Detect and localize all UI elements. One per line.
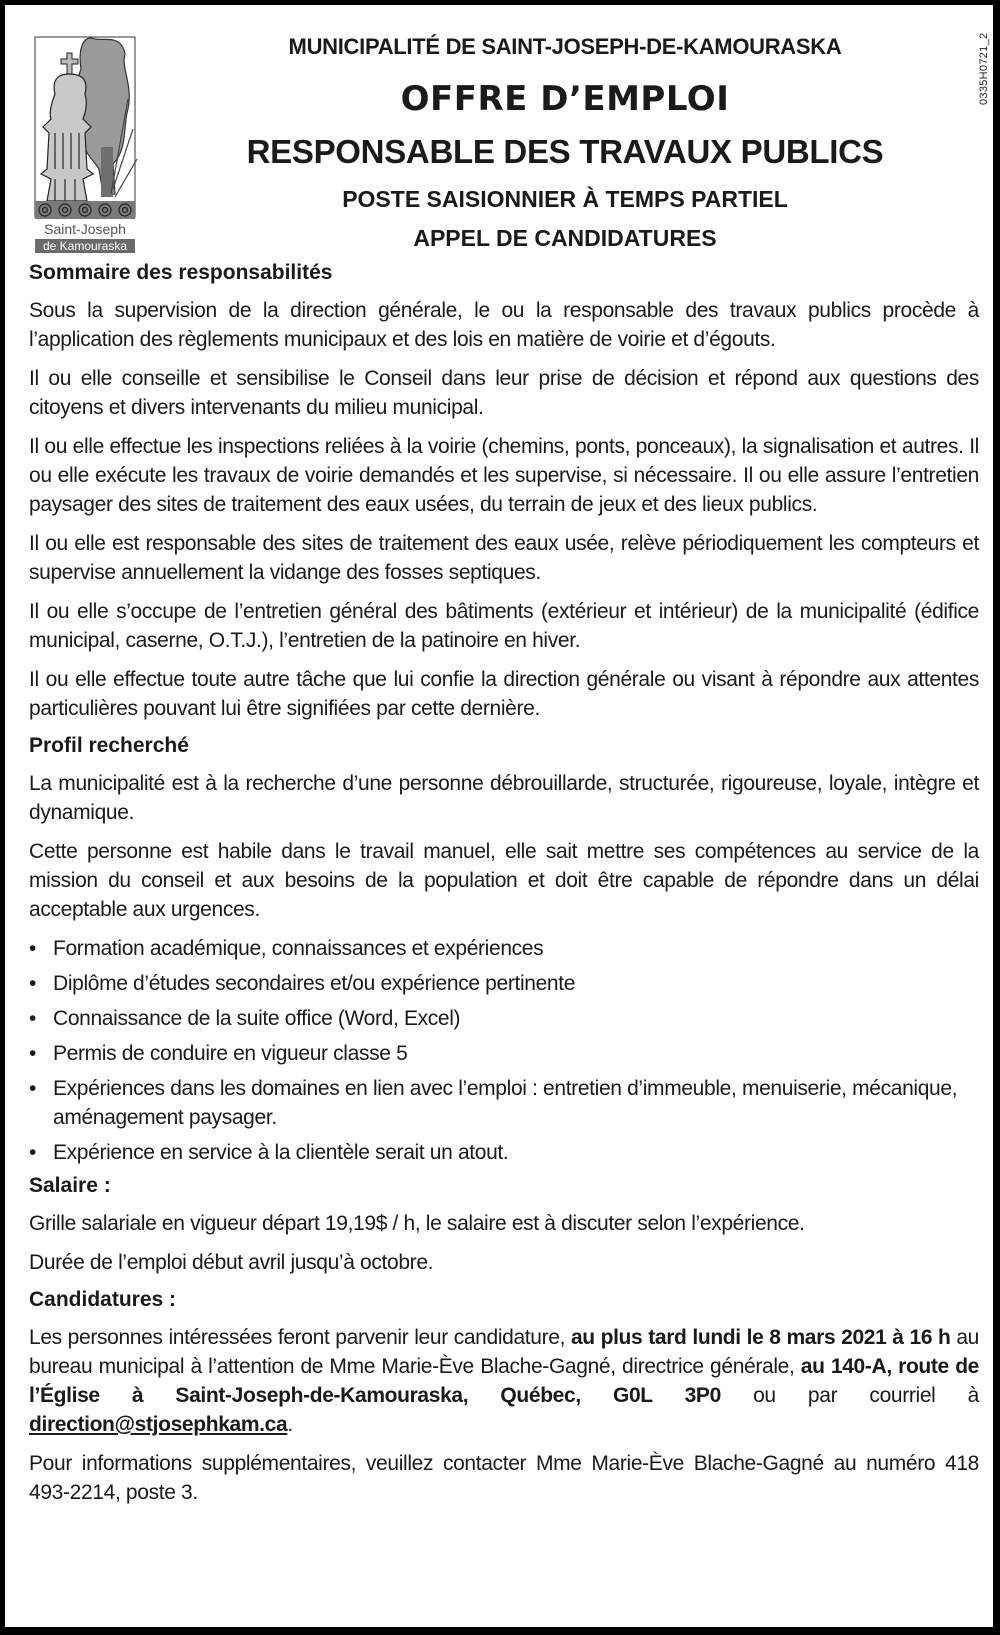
requirement-text: Expérience en service à la clientèle serait un atout. bbox=[53, 1141, 509, 1164]
logo-text-line2: de Kamouraska bbox=[42, 239, 128, 253]
applications-text: au bureau municipal à l’attention de Mme Marie-Ève Blache-Gagné, directrice générale, bbox=[29, 1326, 979, 1378]
requirements-list bbox=[29, 934, 979, 1167]
salary-text: Grille salariale en vigueur départ 19,19$ / h, le salaire est à discuter selon l’expérience. bbox=[29, 1212, 805, 1235]
requirement-item bbox=[29, 1004, 979, 1033]
applications-text: ou par courriel à bbox=[720, 1384, 979, 1407]
summary-paragraph: Il ou elle conseille et sensibilise le Conseil dans leur prise de décision et répond aux questions des citoyens et divers intervenants du milieu municipal. bbox=[29, 367, 979, 419]
requirement-text: Permis de conduire en vigueur classe 5 bbox=[53, 1042, 408, 1065]
summary-paragraph: Il ou elle est responsable des sites de traitement des eaux usée, relève périodiquement les compteurs et supervise annuellement la vidange des fosses septiques. bbox=[29, 532, 979, 584]
bullet-icon: • bbox=[29, 1007, 37, 1030]
summary-heading: Sommaire des responsabilités bbox=[29, 261, 333, 284]
profile-paragraph: Cette personne est habile dans le travail manuel, elle sait mettre ses compétences au service de la mission du conseil et aux besoins de la population et doit être capable de répondre dans un délai acceptable aux urgences. bbox=[29, 840, 979, 921]
requirement-text: Expériences dans les domaines en lien avec l’emploi : entretien d’immeuble, menuiserie, mécanique, aménagement paysager. bbox=[53, 1077, 958, 1129]
logo-text-line1: Saint-Joseph bbox=[44, 221, 126, 237]
bullet-icon: • bbox=[29, 1077, 37, 1100]
salary-heading: Salaire : bbox=[29, 1174, 111, 1197]
contact-paragraph: Pour informations supplémentaires, veuillez contacter Mme Marie-Ève Blache-Gagné au numéro 418 493-2214, poste 3. bbox=[29, 1452, 979, 1504]
duration-text: Durée de l’emploi début avril jusqu’à octobre. bbox=[29, 1251, 434, 1274]
requirement-item bbox=[29, 934, 979, 963]
requirement-text: Connaissance de la suite office (Word, Excel) bbox=[53, 1007, 461, 1030]
email-link[interactable]: direction@stjosephkam.ca bbox=[29, 1413, 288, 1436]
requirement-item bbox=[29, 1074, 979, 1132]
requirement-item bbox=[29, 969, 979, 998]
call-for-applications: APPEL DE CANDIDATURES bbox=[413, 225, 717, 251]
summary-paragraph: Sous la supervision de la direction générale, le ou la responsable des travaux publics procède à l’application des règlements municipaux et des lois en matière de voirie et d’égouts. bbox=[29, 299, 979, 351]
offer-title: OFFRE D’EMPLOI bbox=[400, 79, 730, 119]
applications-paragraph bbox=[29, 1323, 979, 1439]
applications-heading: Candidatures : bbox=[29, 1288, 177, 1311]
requirement-item bbox=[29, 1138, 979, 1167]
municipality-name: MUNICIPALITÉ DE SAINT-JOSEPH-DE-KAMOURASKA bbox=[288, 34, 842, 59]
position-title: RESPONSABLE DES TRAVAUX PUBLICS bbox=[246, 133, 884, 170]
job-posting-page bbox=[5, 5, 993, 1627]
posting-body bbox=[29, 260, 979, 1517]
ad-reference-code: 0335H0721_2 bbox=[978, 32, 990, 105]
summary-paragraph: Il ou elle effectue toute autre tâche que lui confie la direction générale ou visant à répondre aux attentes particulières pouvant lui être signifiées par cette dernière. bbox=[29, 668, 979, 720]
profile-heading: Profil recherché bbox=[29, 734, 189, 757]
requirement-item bbox=[29, 1039, 979, 1068]
applications-text: . bbox=[287, 1413, 293, 1436]
bullet-icon: • bbox=[29, 972, 37, 995]
deadline-text: au plus tard lundi le 8 mars 2021 à 16 h bbox=[570, 1326, 951, 1349]
bullet-icon: • bbox=[29, 937, 37, 960]
profile-paragraph: La municipalité est à la recherche d’une personne débrouillarde, structurée, rigoureuse, loyale, intègre et dynamique. bbox=[29, 772, 979, 824]
municipality-logo bbox=[33, 29, 141, 261]
summary-paragraph: Il ou elle effectue les inspections reliées à la voirie (chemins, ponts, ponceaux), la signalisation et autres. Il ou elle exécute les travaux de voirie demandés et les supervise, si nécessaire. Il ou elle assure l’entretien paysager des sites de traitement des eaux usées, du terrain de jeux et des lieux publics. bbox=[29, 435, 979, 516]
bullet-icon: • bbox=[29, 1141, 37, 1164]
position-type: POSTE SAISIONNIER À TEMPS PARTIEL bbox=[342, 186, 788, 212]
requirement-text: Diplôme d’études secondaires et/ou expérience pertinente bbox=[53, 972, 576, 995]
bullet-icon: • bbox=[29, 1042, 37, 1065]
summary-paragraph: Il ou elle s’occupe de l’entretien général des bâtiments (extérieur et intérieur) de la municipalité (édifice municipal, caserne, O.T.J.), l’entretien de la patinoire en hiver. bbox=[29, 600, 979, 652]
applications-text: Les personnes intéressées feront parvenir leur candidature, bbox=[29, 1326, 571, 1349]
address-text: au 140-A, route de l’Église à Saint-Joseph-de-Kamouraska, Québec, G0L 3P0 bbox=[29, 1355, 980, 1407]
requirement-text: Formation académique, connaissances et expériences bbox=[53, 937, 544, 960]
